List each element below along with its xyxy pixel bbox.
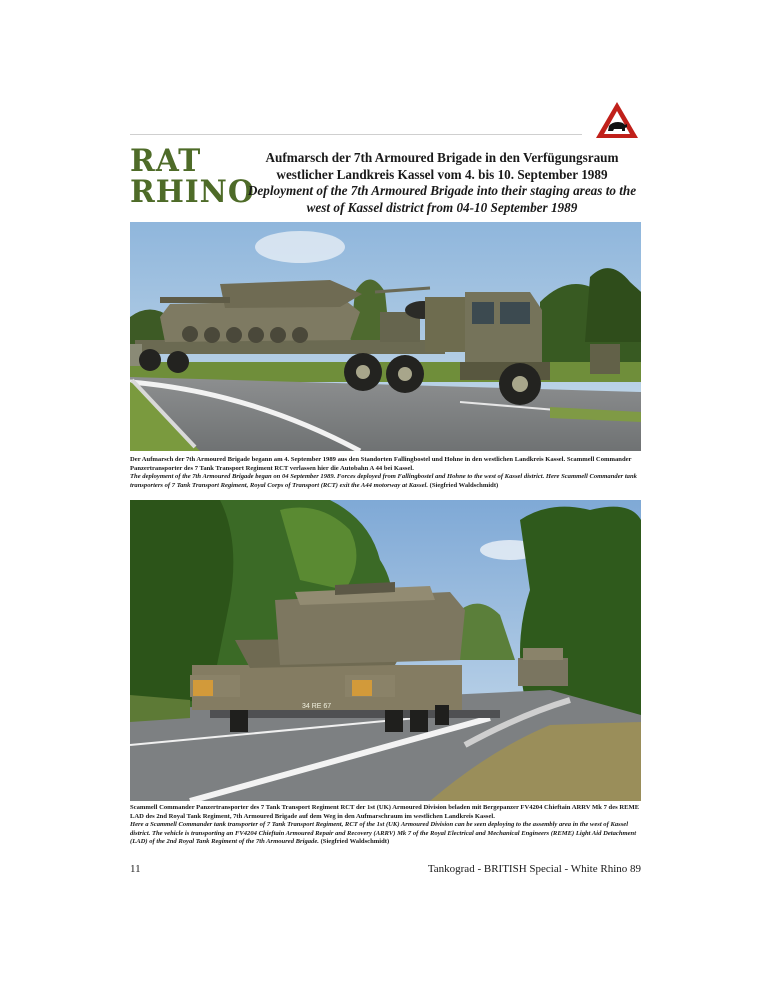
rat-rhino-logo xyxy=(130,143,255,210)
photo-caption-2 xyxy=(130,804,641,847)
logo-line-rat: RAT xyxy=(130,143,202,179)
trailer-plate: 34 RE 67 xyxy=(302,703,332,710)
heading-english: Deployment of the 7th Armoured Brigade into their staging areas to the west of Kassel district from 04-10 September 1989 xyxy=(247,183,637,215)
rhino-emblem-icon xyxy=(594,100,640,140)
photo-caption-1 xyxy=(130,456,641,490)
caption2-credit: (Siegfried Waldschmidt) xyxy=(320,838,390,846)
caption1-english: The deployment of the 7th Armoured Brigade began on 04 September 1989. Forces deployed from Fallingbostel and Hohne to the west of Kassel district. Here Scammell Commander tank transporters of 7 Tank Transport Regiment, Royal Corps of Transport (RCT) exit the A44 motorway at Kassel. xyxy=(130,473,637,489)
page-number: 11 xyxy=(130,863,141,875)
photo-tank-transporter-motorway xyxy=(130,222,641,451)
caption1-credit: (Siegfried Waldschmidt) xyxy=(429,481,499,489)
caption1-german: Der Aufmarsch der 7th Armoured Brigade begann am 4. September 1989 aus den Standorten Fallingbostel und Hohne in den westlichen Landkreis Kassel. Scammell Commander Panzertransporter des 7 Tank Transport Regiment RCT verlassen hier die Autobahn A 44 bei Kassel. xyxy=(130,456,632,472)
header-rule xyxy=(130,134,582,135)
caption2-english: Here a Scammell Commander tank transporter of 7 Tank Transport Regiment, RCT of the 1st (UK) Armoured Division can be seen deploying to the assembly area in the west of Kassel district. The vehicle is transporting an FV4204 Chieftain Armoured Repair and Recovery (ARRV) Mk 7 of the Royal Electrical and Mechanical Engineers (REME) Light Aid Detachment (LAD) of the 2nd Royal Tank Regiment of the 7th Armoured Brigade. xyxy=(130,821,637,846)
publication-footer: Tankograd - BRITISH Special - White Rhino 89 xyxy=(427,863,641,875)
logo-line-rhino: RHINO xyxy=(130,174,255,210)
heading-german: Aufmarsch der 7th Armoured Brigade in den Verfügungsraum westlicher Landkreis Kassel vom 4. bis 10. September 1989 xyxy=(265,150,619,182)
page-heading xyxy=(243,150,641,216)
photo-arrv-transporter-road xyxy=(130,500,641,801)
caption2-german: Scammell Commander Panzertransporter des 7 Tank Transport Regiment RCT der 1st (UK) Armoured Division beladen mit Bergepanzer FV4204 Chieftain ARRV Mk 7 des REME LAD des 2nd Royal Tank Regiment, 7th Armoured Brigade auf dem Weg in den Aufmarschraum im westlichen Landkreis Kassel. xyxy=(130,804,640,820)
